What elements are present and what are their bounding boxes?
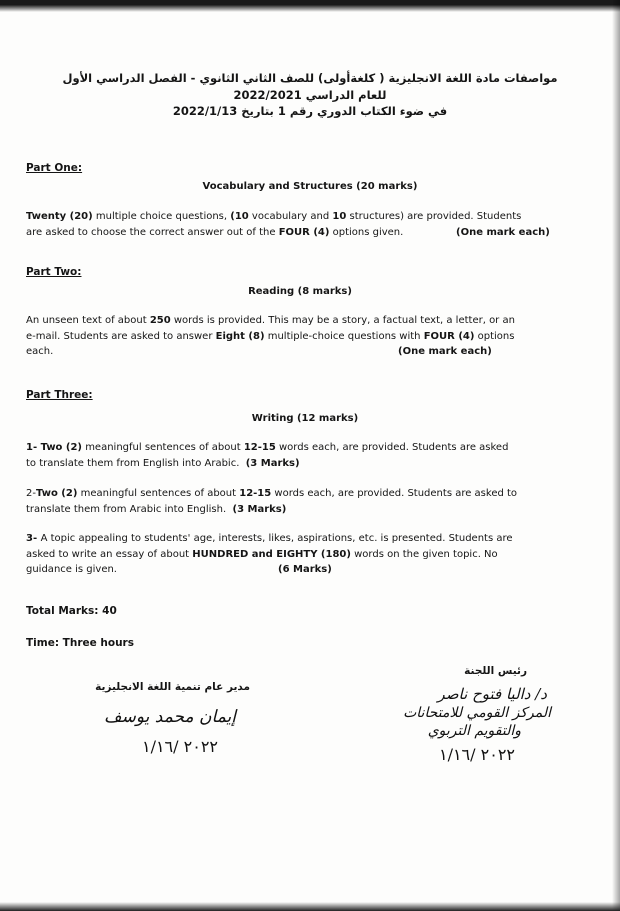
right-org-line-1: المركز القومي للامتحانات bbox=[403, 705, 551, 721]
part-one-section-title: Vocabulary and Structures (20 marks) bbox=[202, 181, 418, 192]
total-marks: Total Marks: 40 bbox=[26, 605, 117, 617]
part-three-heading: Part Three: bbox=[26, 389, 93, 401]
scan-bottom-edge bbox=[0, 902, 620, 911]
left-signature-date: ٢٠٢٢ /١/١٦ bbox=[141, 737, 218, 756]
part-three-q1: 1- Two (2) meaningful sentences of about 12-15 words each, are provided. Students are asked to translate them from English into Arabic. (3 Marks) bbox=[26, 442, 509, 469]
right-signatory-name: د/ داليا فتوح ناصر bbox=[437, 685, 547, 703]
header-line-1: مواصفات مادة اللغة الانجليزية ( كلغةأولى) للصف الثاني الثانوي - الفصل الدراسي الأول bbox=[62, 71, 558, 85]
right-org-line-2: والتقويم التربوي bbox=[427, 723, 521, 739]
part-three-q3: 3- A topic appealing to students' age, interests, likes, aspirations, etc. is presented. Students are asked to write an essay of about HUNDRED and EIGHTY (180) words on the given topic. No guidance is given. (6 Marks) bbox=[26, 531, 546, 578]
left-signatory-name: إيمان محمد يوسف bbox=[104, 707, 236, 727]
part-two-section-title: Reading (8 marks) bbox=[248, 286, 352, 297]
part-one-mark: (One mark each) bbox=[456, 226, 550, 238]
part-one-line-1: Twenty (20) multiple choice questions, (10 vocabulary and 10 structures) are provided. Students bbox=[26, 211, 522, 222]
q2-mark: (3 Marks) bbox=[232, 503, 287, 515]
part-two-line-2: e-mail. Students are asked to answer Eight (8) multiple-choice questions with FOUR (4) options bbox=[26, 330, 515, 342]
exam-time: Time: Three hours bbox=[26, 637, 134, 649]
part-two-heading: Part Two: bbox=[26, 266, 82, 278]
right-signatory-title: رئيس اللجنة bbox=[464, 665, 527, 677]
part-two-paragraph bbox=[26, 313, 546, 360]
header-line-3: في ضوء الكتاب الدوري رقم 1 بتاريخ 2022/1/13 bbox=[172, 104, 448, 118]
q1-mark: (3 Marks) bbox=[245, 457, 300, 469]
part-one-line-2: are asked to choose the correct answer out of the FOUR (4) options given. (One mark each) bbox=[26, 225, 546, 241]
header-line-2: للعام الدراسي 2022/2021 bbox=[233, 88, 387, 102]
signature-right bbox=[355, 665, 555, 764]
part-two-line-1: An unseen text of about 250 words is provided. This may be a story, a factual text, a letter, or an bbox=[26, 315, 515, 326]
part-two-line-3: each. (One mark each) bbox=[26, 344, 546, 360]
signature-left bbox=[60, 681, 250, 756]
part-two-mark: (One mark each) bbox=[398, 346, 492, 357]
part-one-paragraph bbox=[26, 209, 550, 240]
scan-top-edge bbox=[0, 0, 620, 12]
scan-right-edge bbox=[612, 0, 620, 911]
part-three-q2: 2-Two (2) meaningful sentences of about 12-15 words each, are provided. Students are asked to translate them from Arabic into English. (3 Marks) bbox=[26, 488, 518, 515]
left-signatory-title: مدير عام تنمية اللغة الانجليزية bbox=[95, 681, 250, 693]
part-one-heading: Part One: bbox=[26, 162, 83, 174]
q3-mark: (6 Marks) bbox=[278, 564, 332, 575]
part-three-section-title: Writing (12 marks) bbox=[251, 413, 359, 424]
right-signature-date: ٢٠٢٢ /١/١٦ bbox=[438, 745, 515, 764]
